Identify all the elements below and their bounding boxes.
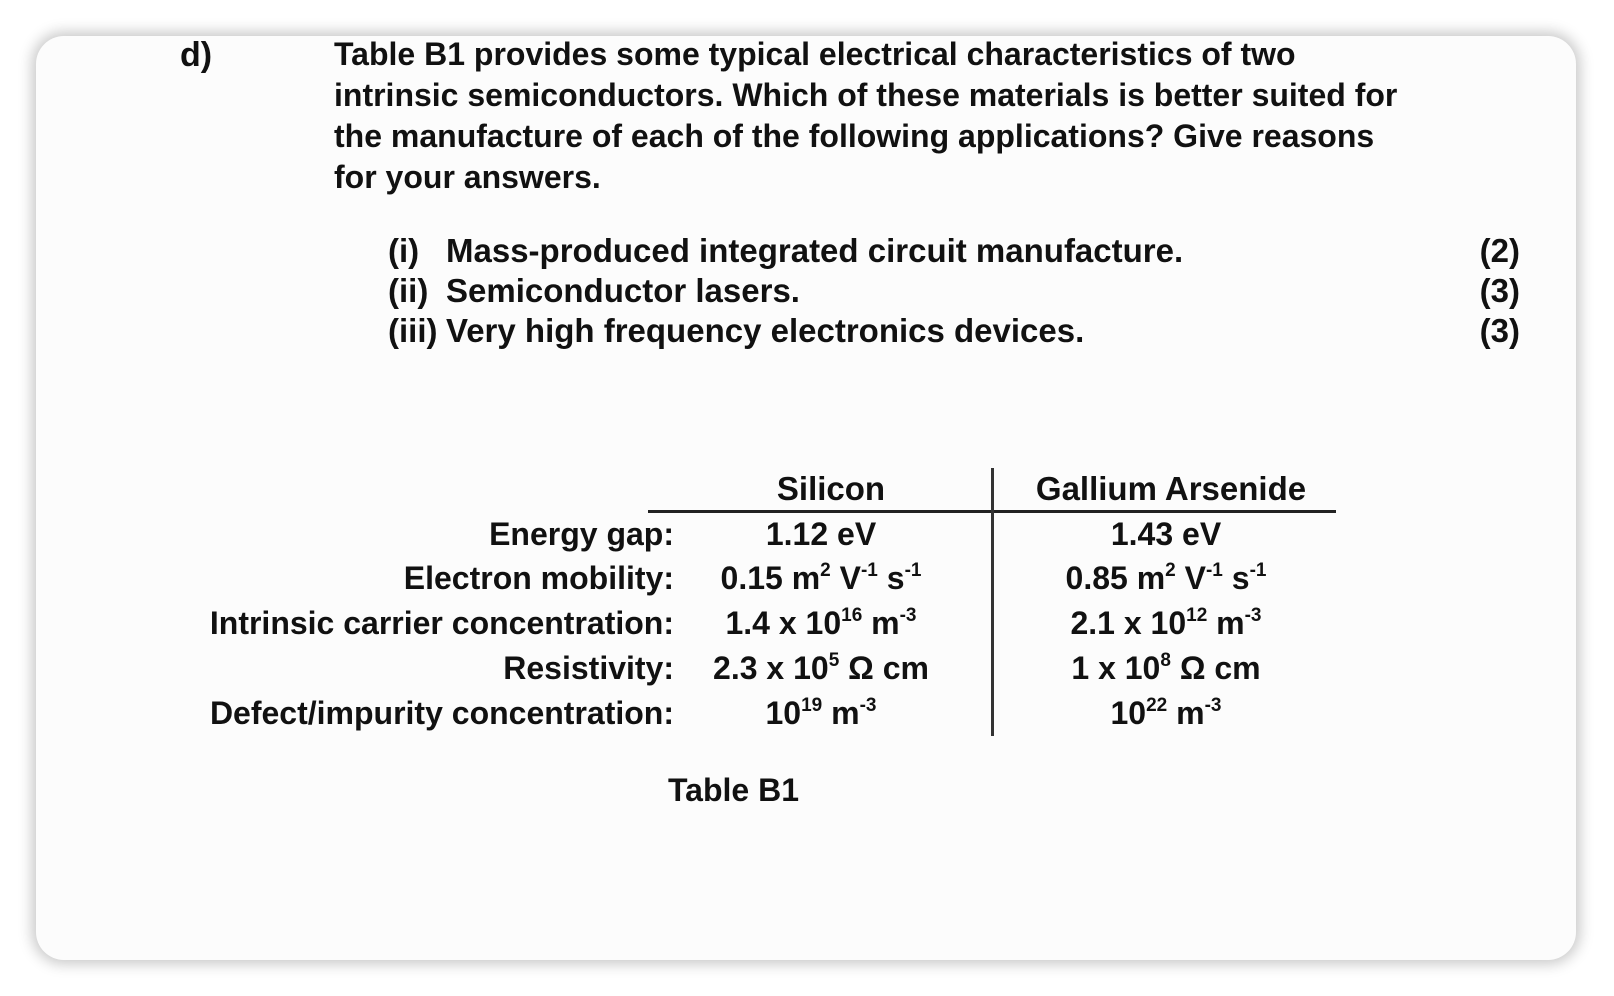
cell-value-text: V [1175,560,1206,596]
table-cell-gaas [1006,560,1326,597]
cell-exponent: -1 [1205,560,1223,581]
question-line: for your answers. [334,159,601,195]
item-marks: (2) [1479,232,1520,269]
item-text: Very high frequency electronics devices. [446,312,1085,349]
cell-exponent: 2 [1165,560,1176,581]
cell-value-text: 10 [1110,695,1147,731]
cell-exponent: 5 [828,650,840,671]
table-cell-gaas [1006,516,1326,553]
cell-exponent: 19 [801,695,823,716]
cell-value-text: 2.3 x 10 [713,650,829,686]
cell-exponent: -3 [1244,605,1262,626]
cell-value-text: m [862,605,900,641]
table-header-rule [648,510,992,513]
row-label: Intrinsic carrier concentration: [209,605,674,641]
cell-exponent: 22 [1146,695,1168,716]
cell-value-text: Ω cm [1170,650,1261,686]
table-cell-silicon [666,605,976,642]
item-number: (ii) [388,272,429,309]
cell-value-text: 1.4 x 10 [725,605,842,641]
cell-value-text: 2.1 x 10 [1070,605,1187,641]
question-card [36,36,1576,960]
row-label: Energy gap: [489,516,674,552]
table-cell-gaas [1006,650,1326,687]
table-cell-gaas [1006,605,1326,642]
table-cell-silicon [666,516,976,553]
cell-value-text: m [1167,695,1205,731]
cell-value-text: 10 [765,695,802,731]
question-line: Table B1 provides some typical electrical characteristics of two [334,36,1296,72]
cell-exponent: -1 [860,560,878,581]
table-column-divider [991,468,994,736]
cell-exponent: -3 [859,695,877,716]
cell-value-text: 1 x 10 [1071,650,1161,686]
cell-value-text: s [1222,560,1250,596]
item-marks: (3) [1479,312,1520,349]
question-item [388,232,1183,270]
cell-exponent: -1 [904,560,922,581]
column-header-silicon: Silicon [776,470,886,507]
cell-exponent: -3 [1204,695,1222,716]
cell-value-text: 0.85 m [1065,560,1166,596]
item-number: (i) [388,232,420,269]
question-text [334,36,1454,198]
cell-value-text: m [822,695,860,731]
cell-value-text: 0.15 m [720,560,821,596]
question-line: the manufacture of each of the following applications? Give reasons [334,118,1375,154]
item-text: Semiconductor lasers. [446,272,800,309]
cell-value-text: 1.12 eV [765,516,877,552]
question-item [388,272,800,310]
cell-exponent: -3 [899,605,917,626]
table-cell-silicon [666,650,976,687]
table-cell-silicon [666,560,976,597]
table-cell-gaas [1006,695,1326,732]
item-text: Mass-produced integrated circuit manufacture. [446,232,1184,269]
cell-value-text: m [1207,605,1245,641]
table-cell-silicon [666,695,976,732]
table-caption: Table B1 [668,772,799,808]
table-header-rule [994,510,1336,513]
cell-value-text: Ω cm [839,650,929,686]
cell-value-text: 1.43 eV [1110,516,1222,552]
row-label: Resistivity: [503,650,674,686]
cell-exponent: -1 [1249,560,1267,581]
row-label: Electron mobility: [403,560,674,596]
question-label: d) [180,36,213,74]
row-label: Defect/impurity concentration: [209,695,674,731]
cell-exponent: 8 [1160,650,1171,671]
question-line: intrinsic semiconductors. Which of these materials is better suited for [334,77,1398,113]
cell-value-text: V [830,560,861,596]
cell-value-text: s [877,560,905,596]
cell-exponent: 2 [820,560,831,581]
item-marks: (3) [1479,272,1520,309]
cell-exponent: 12 [1186,605,1208,626]
column-header-gallium-arsenide: Gallium Arsenide [1035,470,1307,507]
item-number: (iii) [388,312,438,349]
question-item [388,312,1084,350]
cell-exponent: 16 [841,605,863,626]
